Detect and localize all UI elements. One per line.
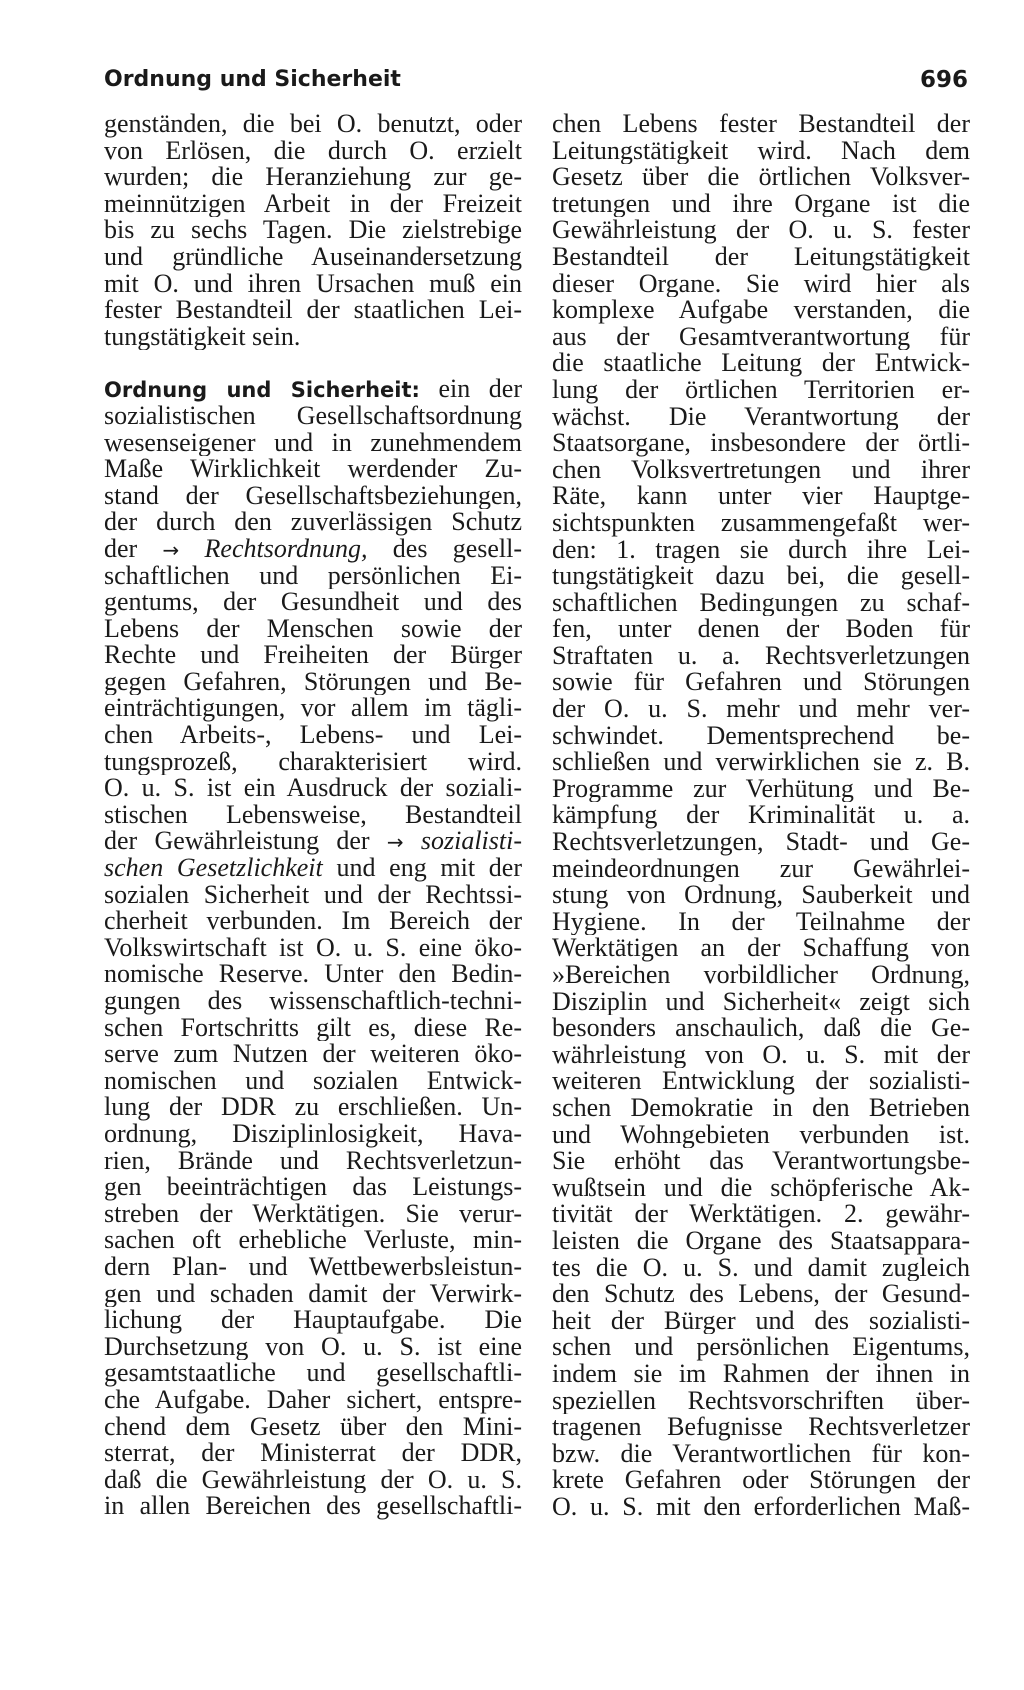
cross-reference-rechtsordnung: Rechtsordnung, bbox=[204, 535, 368, 563]
text-line: dieser Organe. Sie wird hier als bbox=[552, 270, 970, 298]
text-line: schaftlichen und persönlichen Ei- bbox=[104, 562, 522, 590]
text-line: Rechte und Freiheiten der Bürger bbox=[104, 642, 522, 669]
left-column bbox=[104, 111, 522, 1520]
text-line: tretungen und ihre Organe ist die bbox=[552, 190, 970, 218]
text-line: O. u. S. ist ein Ausdruck der soziali- bbox=[104, 775, 522, 802]
text-line: Gewährleistung der O. u. S. fester bbox=[552, 217, 970, 244]
text-line: gungen des wissenschaftlich-techni- bbox=[104, 988, 522, 1015]
text-line: chen Arbeits-, Lebens- und Lei- bbox=[104, 722, 522, 749]
text-line: Disziplin und Sicherheit« zeigt sich bbox=[552, 988, 970, 1016]
text-line: sichtspunkten zusammengefaßt wer- bbox=[552, 509, 970, 537]
text-line: nomische Reserve. Unter den Bedin- bbox=[104, 961, 522, 988]
text-line: daß die Gewährleistung der O. u. S. bbox=[104, 1466, 522, 1494]
text-line: sachen oft erhebliche Verluste, min- bbox=[104, 1227, 522, 1254]
text-line: gentums, der Gesundheit und des bbox=[104, 589, 522, 616]
text-line: Werktätigen an der Schaffung von bbox=[552, 935, 970, 962]
text-line: tivität der Werktätigen. 2. gewähr- bbox=[552, 1201, 970, 1228]
text-line: schen Demokratie in den Betrieben bbox=[552, 1094, 970, 1122]
text-fragment: und eng mit der bbox=[322, 855, 522, 882]
text-line: indem sie im Rahmen der ihnen in bbox=[552, 1360, 970, 1388]
text-line: Hygiene. In der Teilnahme der bbox=[552, 908, 970, 936]
text-line: »Bereichen vorbildlicher Ordnung, bbox=[552, 962, 970, 989]
text-line: weiteren Entwicklung der sozialisti- bbox=[552, 1068, 970, 1095]
text-line: stischen Lebensweise, Bestandteil bbox=[104, 801, 522, 829]
cross-reference-arrow-icon: → bbox=[386, 830, 404, 855]
text-line: währleistung von O. u. S. mit der bbox=[552, 1041, 970, 1069]
text-line: die staatliche Leitung der Entwick- bbox=[552, 350, 970, 377]
text-line: schaftlichen Bedingungen zu schaf- bbox=[552, 589, 970, 617]
text-fragment: des gesell- bbox=[367, 535, 522, 563]
text-fragment: der bbox=[104, 535, 163, 563]
text-line: sowie für Gefahren und Störungen bbox=[552, 669, 970, 697]
text-line: ordnung, Disziplinlosigkeit, Hava- bbox=[104, 1120, 522, 1148]
text-line: che Aufgabe. Daher sichert, entspre- bbox=[104, 1386, 522, 1414]
text-line: O. u. S. mit den erforderlichen Maß- bbox=[552, 1493, 970, 1521]
text-line: chen Volksvertretungen und ihrer bbox=[552, 456, 970, 484]
text-line: schen und persönlichen Eigentums, bbox=[552, 1334, 970, 1361]
text-line: der O. u. S. mehr und mehr ver- bbox=[552, 696, 970, 723]
running-head bbox=[104, 62, 968, 98]
text-line: sterrat, der Ministerrat der DDR, bbox=[104, 1440, 522, 1467]
text-line: in allen Bereichen des gesellschaftli- bbox=[104, 1493, 522, 1520]
text-line: gen beeinträchtigen das Leistungs- bbox=[104, 1174, 522, 1201]
entry-headword: Ordnung und Sicherheit: bbox=[104, 378, 420, 403]
text-line: schen Fortschritts gilt es, diese Re- bbox=[104, 1014, 522, 1042]
text-line: Bestandteil der Leitungstätigkeit bbox=[552, 243, 970, 271]
text-line: tungstätigkeit dazu bei, die gesell- bbox=[552, 563, 970, 590]
text-line: krete Gefahren oder Störungen der bbox=[552, 1467, 970, 1494]
text-line: wurden; die Heranziehung zur ge- bbox=[104, 164, 522, 191]
text-line-with-reference bbox=[104, 536, 522, 563]
text-line: fen, unter denen der Boden für bbox=[552, 616, 970, 643]
text-line: meindeordnungen zur Gewährlei- bbox=[552, 855, 970, 883]
text-line: genständen, die bei O. benutzt, oder bbox=[104, 111, 522, 138]
text-line: Volkswirtschaft ist O. u. S. eine öko- bbox=[104, 934, 522, 962]
text-line: den Schutz des Lebens, der Gesund- bbox=[552, 1281, 970, 1308]
text-line: Leitungstätigkeit wird. Nach dem bbox=[552, 137, 970, 165]
text-line: gegen Gefahren, Störungen und Be- bbox=[104, 668, 522, 696]
text-line: und Wohngebieten verbunden ist. bbox=[552, 1121, 970, 1149]
text-line-with-reference bbox=[104, 828, 522, 855]
text-line: serve zum Nutzen der weiteren öko- bbox=[104, 1041, 522, 1068]
text-line: wußtsein und die schöpferische Ak- bbox=[552, 1174, 970, 1202]
text-line: tes die O. u. S. und damit zugleich bbox=[552, 1254, 970, 1282]
text-line: heit der Bürger und des sozialisti- bbox=[552, 1307, 970, 1335]
text-line: Lebens der Menschen sowie der bbox=[104, 615, 522, 643]
text-line: tungstätigkeit sein. bbox=[104, 323, 301, 351]
text-line: streben der Werktätigen. Sie verur- bbox=[104, 1200, 522, 1228]
text-line: rien, Brände und Rechtsverletzun- bbox=[104, 1147, 522, 1175]
text-line: einträchtigungen, vor allem im tägli- bbox=[104, 695, 522, 723]
text-line: sozialen Sicherheit und der Rechtssi- bbox=[104, 881, 522, 909]
text-line: tragenen Befugnisse Rechtsverletzer bbox=[552, 1414, 970, 1441]
text-line: gesamtstaatliche und gesellschaftli- bbox=[104, 1360, 522, 1387]
text-line: bis zu sechs Tagen. Die zielstrebige bbox=[104, 217, 522, 244]
text-line: Programme zur Verhütung und Be- bbox=[552, 775, 970, 803]
text-line: Maße Wirklichkeit werdender Zu- bbox=[104, 456, 522, 483]
text-line: schwindet. Dementsprechend be- bbox=[552, 722, 970, 750]
entry-gap bbox=[104, 350, 522, 376]
text-line: Gesetz über die örtlichen Volksver- bbox=[552, 164, 970, 191]
text-line: chend dem Gesetz über den Mini- bbox=[104, 1413, 522, 1441]
text-line: lung der DDR zu erschließen. Un- bbox=[104, 1094, 522, 1121]
right-column bbox=[552, 111, 970, 1520]
text-line: lichung der Hauptaufgabe. Die bbox=[104, 1307, 522, 1334]
text-line: Durchsetzung von O. u. S. ist eine bbox=[104, 1333, 522, 1361]
text-line: nomischen und sozialen Entwick- bbox=[104, 1067, 522, 1095]
text-line: leisten die Organe des Staatsappara- bbox=[552, 1227, 970, 1255]
text-line: bzw. die Verantwortlichen für kon- bbox=[552, 1440, 970, 1468]
text-fragment: der Gewährleistung der bbox=[104, 828, 387, 856]
entry-ordnung-und-sicherheit bbox=[104, 376, 522, 1520]
text-line: aus der Gesamtverantwortung für bbox=[552, 323, 970, 351]
text-line: chen Lebens fester Bestandteil der bbox=[552, 111, 970, 138]
text-line: Räte, kann unter vier Hauptge- bbox=[552, 483, 970, 510]
text-line: dern Plan- und Wettbewerbsleistun- bbox=[104, 1253, 522, 1281]
text-line: Staatsorgane, insbesondere der örtli- bbox=[552, 430, 970, 457]
text-line: stung von Ordnung, Sauberkeit und bbox=[552, 882, 970, 909]
text-line: Straftaten u. a. Rechtsverletzungen bbox=[552, 642, 970, 670]
text-line: der durch den zuverlässigen Schutz bbox=[104, 509, 522, 536]
page-number: 696 bbox=[919, 67, 968, 93]
text-line: fester Bestandteil der staatlichen Lei- bbox=[104, 297, 522, 324]
text-line: speziellen Rechtsvorschriften über- bbox=[552, 1387, 970, 1415]
text-line: von Erlösen, die durch O. erzielt bbox=[104, 137, 522, 165]
text-line: Sie erhöht das Verantwortungsbe- bbox=[552, 1148, 970, 1175]
text-line: sozialistischen Gesellschaftsordnung bbox=[104, 402, 522, 430]
text-fragment: ein der bbox=[419, 376, 522, 403]
cross-reference-sozialistische-gesetzlichkeit: schen Gesetzlichkeit bbox=[104, 855, 323, 882]
text-line: komplexe Aufgabe verstanden, die bbox=[552, 297, 970, 324]
text-line: meinnützigen Arbeit in der Freizeit bbox=[104, 190, 522, 218]
entry-first-line bbox=[104, 376, 522, 403]
text-line: wächst. Die Verantwortung der bbox=[552, 403, 970, 431]
cross-reference-sozialistische-gesetzlichkeit: sozialisti- bbox=[420, 828, 522, 856]
text-line: mit O. und ihren Ursachen muß ein bbox=[104, 270, 522, 298]
text-line: besonders anschaulich, daß die Ge- bbox=[552, 1015, 970, 1042]
text-line: kämpfung der Kriminalität u. a. bbox=[552, 802, 970, 830]
text-line: cherheit verbunden. Im Bereich der bbox=[104, 908, 522, 935]
text-line-with-reference bbox=[104, 855, 522, 882]
cross-reference-arrow-icon: → bbox=[162, 537, 180, 562]
text-line: schließen und verwirklichen sie z. B. bbox=[552, 749, 970, 776]
running-head-title: Ordnung und Sicherheit bbox=[104, 67, 401, 92]
text-line: und gründliche Auseinandersetzung bbox=[104, 243, 522, 271]
text-line: lung der örtlichen Territorien er- bbox=[552, 376, 970, 404]
text-line: Rechtsverletzungen, Stadt- und Ge- bbox=[552, 829, 970, 856]
text-line: tungsprozeß, charakterisiert wird. bbox=[104, 748, 522, 776]
previous-entry-continuation bbox=[104, 111, 522, 350]
text-line: gen und schaden damit der Verwirk- bbox=[104, 1280, 522, 1308]
text-line: wesenseigener und in zunehmendem bbox=[104, 429, 522, 457]
text-line: den: 1. tragen sie durch ihre Lei- bbox=[552, 536, 970, 564]
text-line: stand der Gesellschaftsbeziehungen, bbox=[104, 482, 522, 510]
